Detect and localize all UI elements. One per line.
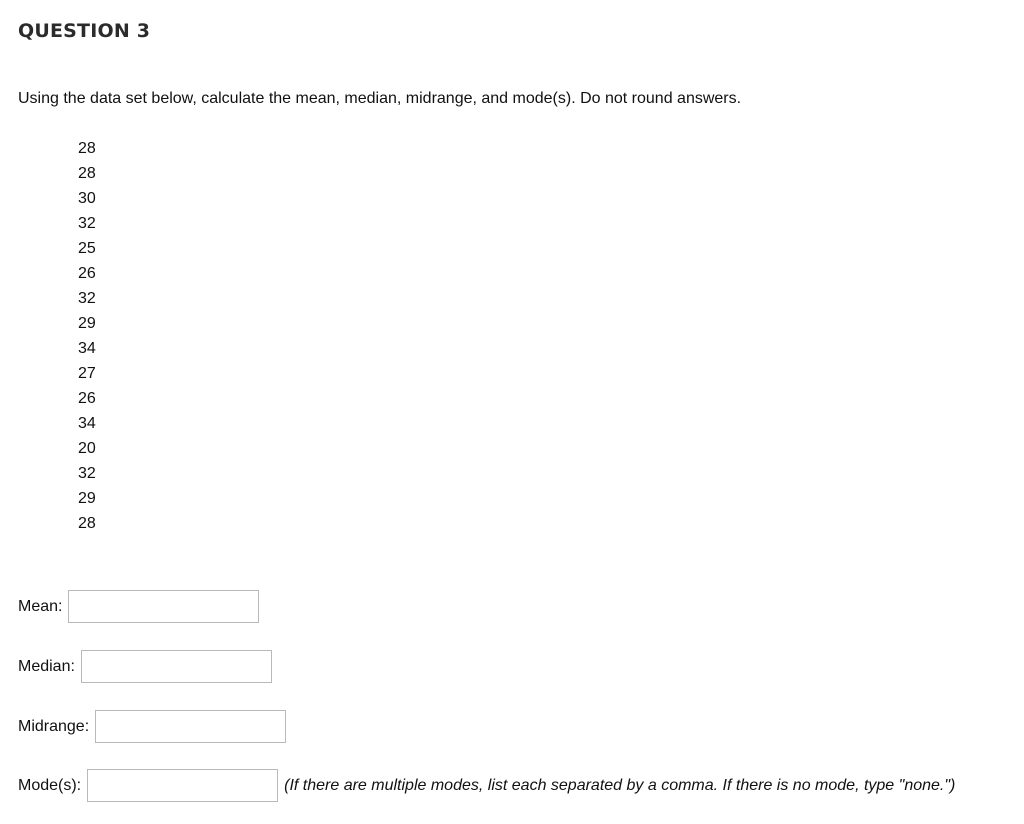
data-value: 28 xyxy=(78,165,96,182)
data-value: 32 xyxy=(78,215,96,232)
mean-input[interactable] xyxy=(68,590,259,623)
midrange-row xyxy=(18,710,286,743)
data-value: 26 xyxy=(78,390,96,407)
data-value: 34 xyxy=(78,340,96,357)
data-value: 28 xyxy=(78,140,96,157)
data-value: 20 xyxy=(78,440,96,457)
data-value: 32 xyxy=(78,290,96,307)
data-value: 30 xyxy=(78,190,96,207)
question-instructions: Using the data set below, calculate the mean, median, midrange, and mode(s). Do not round answers. xyxy=(18,90,742,107)
midrange-label: Midrange: xyxy=(18,717,90,735)
data-value: 29 xyxy=(78,490,96,507)
mode-row xyxy=(18,769,955,802)
midrange-input[interactable] xyxy=(95,710,286,743)
data-value: 25 xyxy=(78,240,96,257)
median-label: Median: xyxy=(18,657,75,675)
mode-label: Mode(s): xyxy=(18,776,82,794)
median-input[interactable] xyxy=(81,650,272,683)
mode-input[interactable] xyxy=(87,769,278,802)
question-title: QUESTION 3 xyxy=(18,20,151,42)
data-value: 34 xyxy=(78,415,96,432)
mode-hint: (If there are multiple modes, list each separated by a comma. If there is no mode, type "none.") xyxy=(284,776,956,794)
data-value: 29 xyxy=(78,315,96,332)
data-value: 28 xyxy=(78,515,96,532)
data-set-list xyxy=(78,139,96,539)
mean-label: Mean: xyxy=(18,597,63,615)
data-value: 32 xyxy=(78,465,96,482)
data-value: 26 xyxy=(78,265,96,282)
median-row xyxy=(18,650,272,683)
data-value: 27 xyxy=(78,365,96,382)
mean-row xyxy=(18,590,259,623)
